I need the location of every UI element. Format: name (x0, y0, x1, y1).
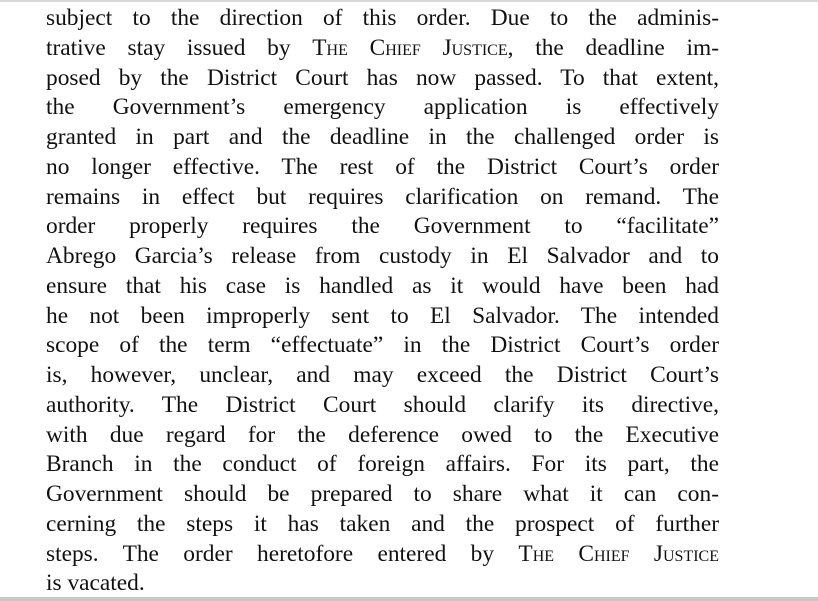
text-line: subject to the direction of this order. Due to the adminis- (46, 5, 719, 31)
text-line: is, however, unclear, and may exceed the District Court’s (46, 362, 719, 388)
text-line: posed by the District Court has now passed. To that extent, (46, 64, 719, 91)
body-paragraph (46, 4, 719, 599)
text-line: granted in part and the deadline in the challenged order is (46, 124, 719, 150)
bottom-page-edge (0, 597, 818, 601)
text-line: remains in effect but requires clarification on remand. The (46, 183, 719, 210)
text-line: Branch in the conduct of foreign affairs. For its part, the (46, 451, 719, 478)
text-line-last: is vacated. (46, 570, 145, 597)
text-line: ensure that his case is handled as it would have been had (46, 272, 719, 299)
text-line: the Government’s emergency application is effectively (46, 94, 719, 121)
text-line: Abrego Garcia’s release from custody in El Salvador and to (46, 243, 719, 269)
text-line: authority. The District Court should clarify its directive, (46, 391, 719, 418)
text-line: steps. The order heretofore entered by The Chief Justice (46, 540, 719, 567)
text-line: scope of the term “effectuate” in the District Court’s order (46, 332, 719, 359)
text-line: Government should be prepared to share what it can con- (46, 481, 719, 507)
text-line: trative stay issued by The Chief Justice, the deadline im- (46, 34, 719, 61)
text-line: with due regard for the deference owed to the Executive (46, 421, 719, 448)
chief-justice-small-caps: The Chief Justice (312, 34, 508, 61)
top-page-edge (0, 0, 818, 2)
chief-justice-small-caps: The Chief Justice (518, 540, 719, 567)
text-line: cerning the steps it has taken and the prospect of further (46, 510, 719, 537)
text-line: order properly requires the Government to “facilitate” (46, 213, 719, 240)
text-line: no longer effective. The rest of the District Court’s order (46, 153, 719, 180)
text-line: he not been improperly sent to El Salvador. The intended (46, 302, 719, 329)
